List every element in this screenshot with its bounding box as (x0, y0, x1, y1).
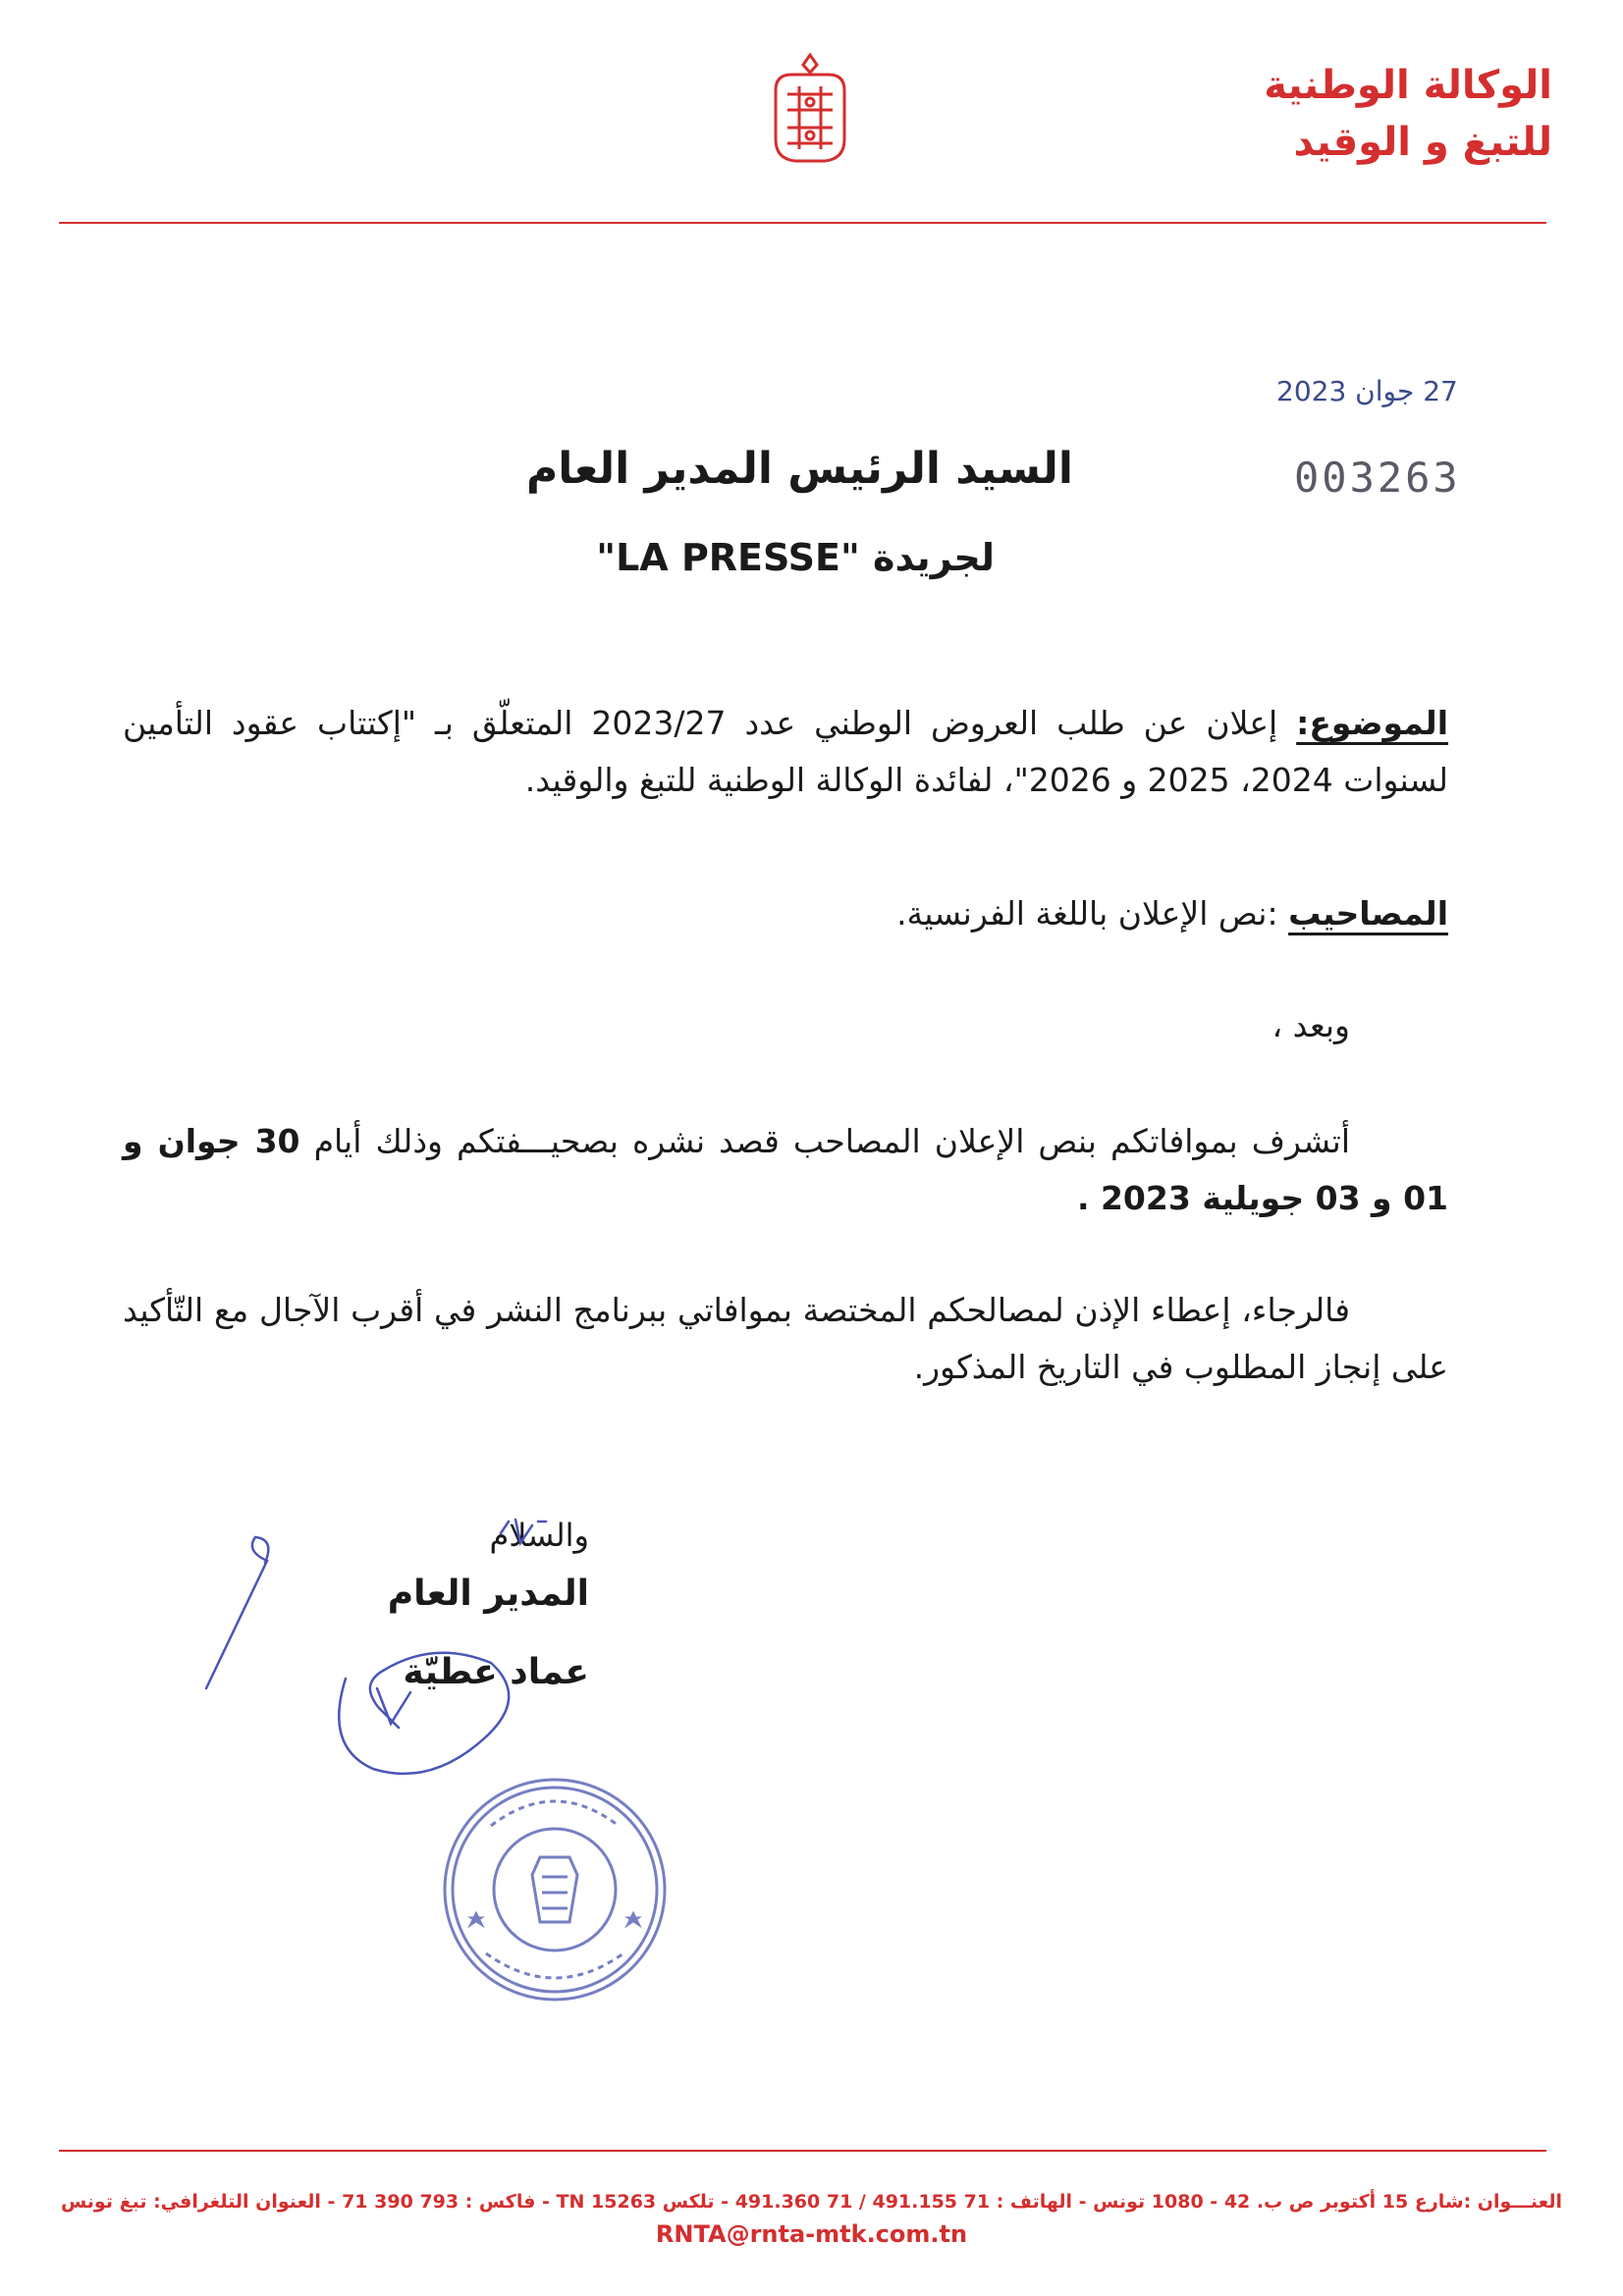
publication-dates: 30 جوان و 01 و 03 جويلية 2023 . (123, 1122, 1448, 1217)
addressee-newspaper: لجريدة "LA PRESSE" (596, 536, 995, 579)
date-stamp: 27 جوان 2023 (1276, 375, 1458, 407)
closing-salutation: والسلام (489, 1517, 589, 1554)
attachment-paragraph (123, 885, 1448, 942)
official-seal (432, 1767, 677, 2012)
subject-label: الموضوع: (1296, 704, 1449, 742)
header-divider (59, 222, 1546, 224)
agency-name (1042, 57, 1552, 171)
paragraph-publication-request (123, 1113, 1448, 1227)
addressee-title: السيد الرئيس المدير العام (526, 444, 1073, 494)
subject-text: إعلان عن طلب العروض الوطني عدد 2023/27 المتعلّق بـ "إكتتاب عقود التأمين لسنوات 2024، 2025 و 2026"، لفائدة الوكالة الوطنية للتبغ والوقيد. (123, 704, 1448, 799)
signatory-name: عماد عطيّة (403, 1652, 589, 1692)
subject-paragraph (123, 695, 1448, 809)
agency-name-line2: للتبغ و الوقيد (1293, 120, 1552, 165)
attachment-label: المصاحيب (1288, 894, 1448, 933)
reference-number: 003263 (1294, 454, 1461, 502)
greeting: وبعد ، (1271, 1006, 1350, 1044)
footer-address: العنـــوان :شارع 15 أكتوبر ص ب. 42 - 1080 تونس - الهاتف : 71 491.155 / 71 491.360 - تلكس 15263 TN - فاكس : 793 390 71 - العنوان التلغرافي: تبغ تونس (60, 2191, 1563, 2213)
footer-divider (59, 2150, 1546, 2152)
paragraph-confirmation-request: فالرجاء، إعطاء الإذن لمصالحكم المختصة بموافاتي ببرنامج النشر في أقرب الآجال مع التّأكيد على إنجاز المطلوب في التاريخ المذكور. (123, 1291, 1448, 1386)
signatory-title: المدير العام (387, 1574, 589, 1614)
agency-logo (756, 51, 864, 169)
attachment-text: :نص الإعلان باللغة الفرنسية. (896, 894, 1289, 933)
footer-email[interactable]: RNTA@rnta-mtk.com.tn (655, 2220, 968, 2248)
agency-name-line1: الوكالة الوطنية (1264, 63, 1552, 108)
paragraph1-text: أتشرف بموافاتكم بنص الإعلان المصاحب قصد نشره بصحيـــفتكم وذلك أيام (299, 1122, 1350, 1160)
